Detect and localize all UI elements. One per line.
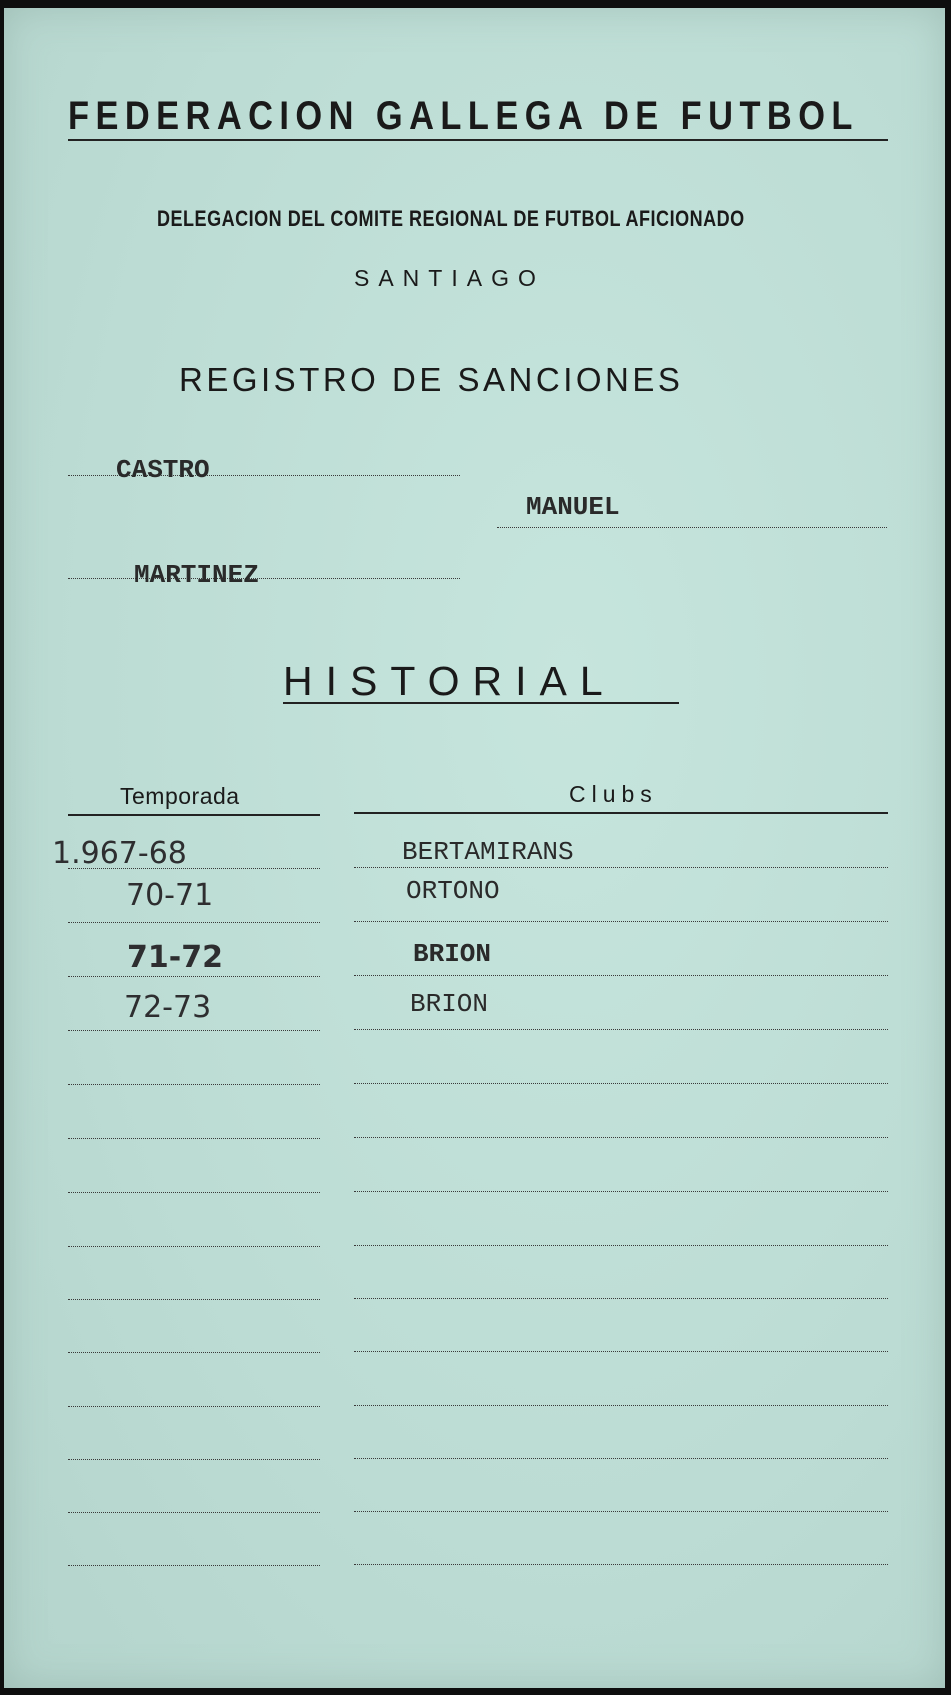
season-value: 72-73 — [124, 990, 212, 1025]
season-line — [68, 1246, 320, 1247]
season-line — [68, 1030, 320, 1031]
season-value: 70-71 — [126, 878, 214, 913]
club-line — [354, 867, 888, 868]
club-line — [354, 1351, 888, 1352]
club-line — [354, 1137, 888, 1138]
club-line — [354, 921, 888, 922]
club-line — [354, 1511, 888, 1512]
season-line — [68, 1512, 320, 1513]
season-line — [68, 922, 320, 923]
given-name-line — [497, 527, 887, 528]
season-line — [68, 976, 320, 977]
history-title-underline — [283, 702, 679, 704]
club-line — [354, 1245, 888, 1246]
city-name: SANTIAGO — [354, 265, 545, 291]
season-column-header: Temporada — [120, 783, 240, 809]
federation-title-underline — [68, 139, 888, 141]
season-line — [68, 1299, 320, 1300]
surname2-line — [68, 578, 460, 579]
season-value: 1.967-68 — [52, 836, 187, 871]
season-value: 71-72 — [127, 940, 223, 975]
federation-title: FEDERACION GALLEGA DE FUTBOL — [68, 94, 859, 138]
clubs-column-rule — [354, 812, 888, 814]
club-value: BRION — [413, 939, 492, 969]
club-line — [354, 1564, 888, 1565]
club-value: BRION — [410, 989, 489, 1019]
club-line — [354, 1191, 888, 1192]
season-line — [68, 1459, 320, 1460]
season-line — [68, 1192, 320, 1193]
season-line — [68, 868, 320, 869]
season-line — [68, 1406, 320, 1407]
surname1-value: CASTRO — [116, 455, 210, 485]
club-line — [354, 1405, 888, 1406]
given-name-value: MANUEL — [526, 492, 620, 522]
season-line — [68, 1565, 320, 1566]
club-line — [354, 1458, 888, 1459]
club-value: BERTAMIRANS — [402, 837, 574, 867]
club-value: ORTONO — [406, 876, 500, 906]
clubs-column-header: Clubs — [569, 781, 658, 807]
history-title: HISTORIAL — [283, 658, 616, 704]
season-line — [68, 1352, 320, 1353]
club-line — [354, 1298, 888, 1299]
club-line — [354, 975, 888, 976]
surname2-value: MARTINEZ — [134, 560, 259, 590]
club-line — [354, 1083, 888, 1084]
club-line — [354, 1029, 888, 1030]
sanction-record-card — [4, 8, 945, 1688]
register-title: REGISTRO DE SANCIONES — [179, 361, 684, 398]
delegation-subtitle: DELEGACION DEL COMITE REGIONAL DE FUTBOL AFICIONADO — [157, 206, 745, 231]
season-column-rule — [68, 814, 320, 816]
season-line — [68, 1084, 320, 1085]
season-line — [68, 1138, 320, 1139]
